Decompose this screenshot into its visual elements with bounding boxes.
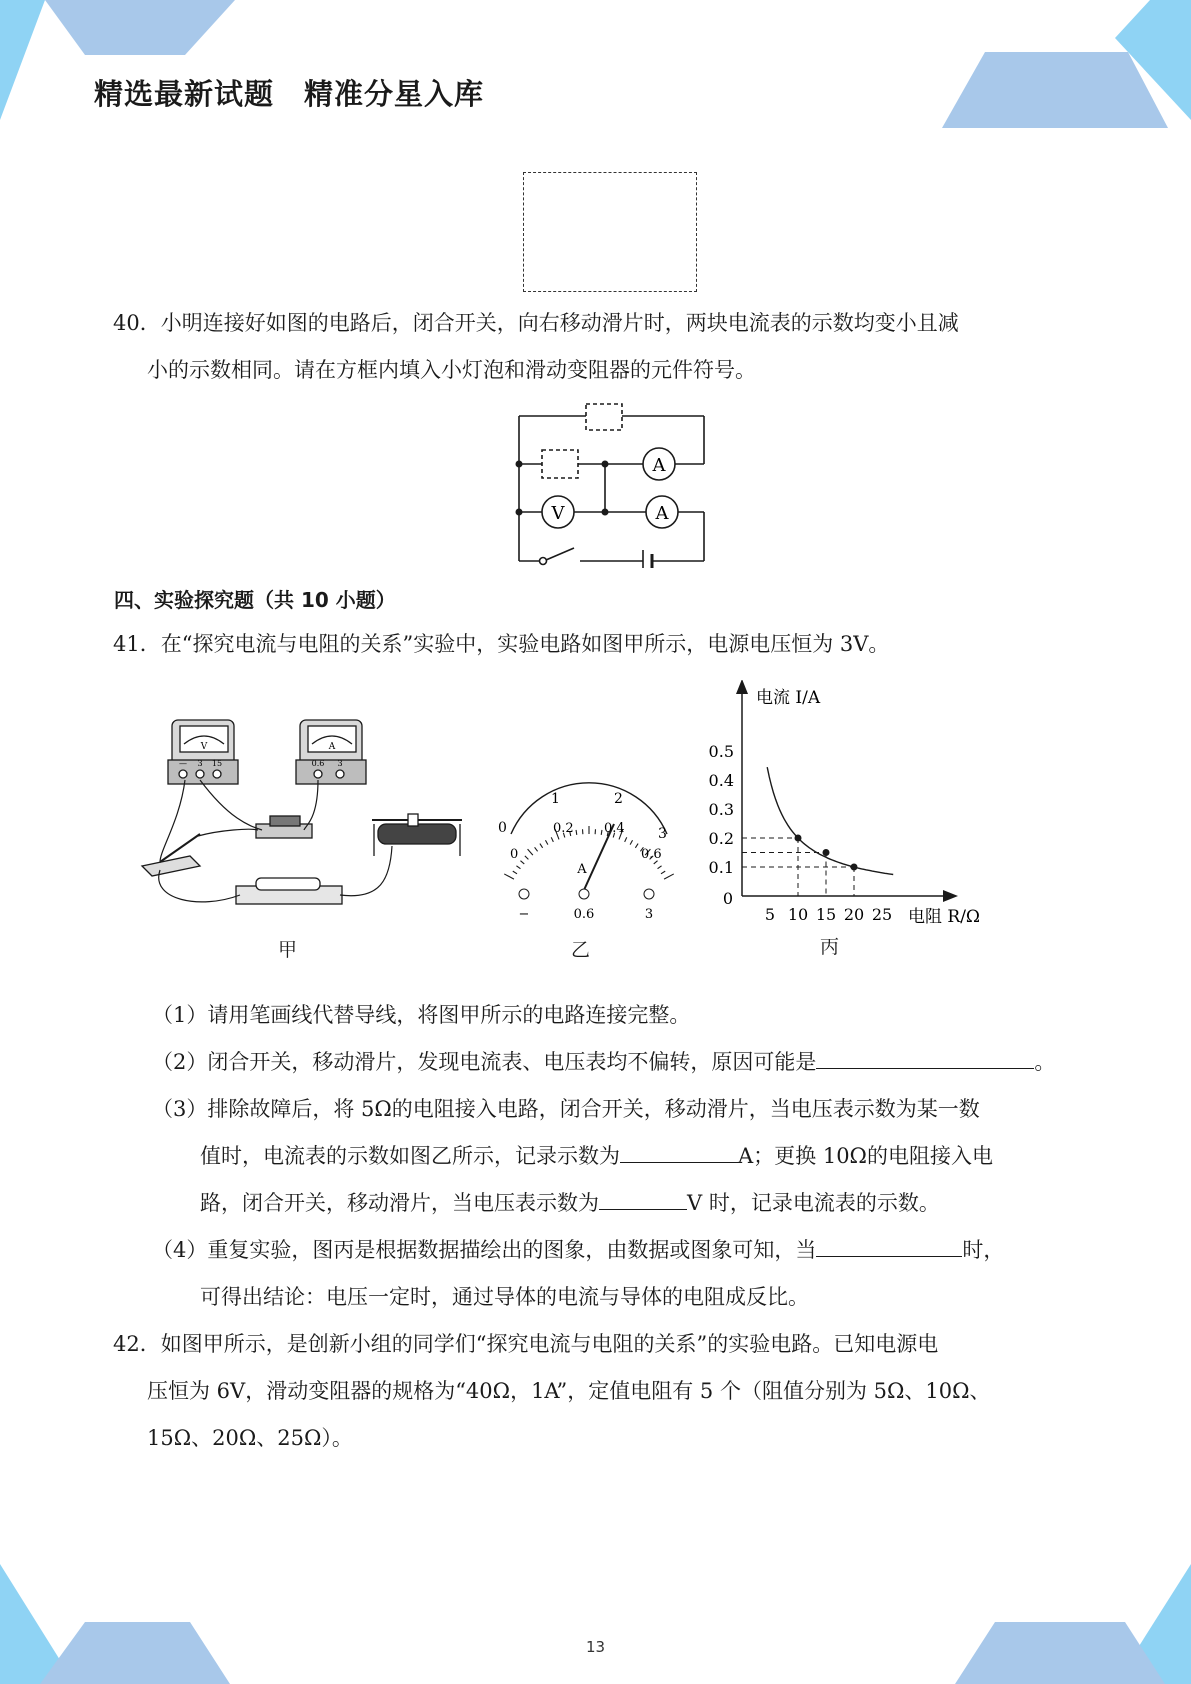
question-42-line2: 压恒为 6V，滑动变阻器的规格为“40Ω，1A”，定值电阻有 5 个（阻值分别为 5Ω、10Ω、 <box>147 1379 991 1403</box>
terminal-label: 0.6 <box>573 907 595 922</box>
ammeter-unit: A <box>328 742 336 752</box>
x-axis-label: 电阻 R/Ω <box>908 907 981 927</box>
dial-unit: A <box>577 862 587 877</box>
page-header-title: 精选最新试题 精准分星入库 <box>94 77 485 111</box>
terminal <box>213 770 221 778</box>
figure-bing-graph <box>700 680 1000 930</box>
question-41-intro: 41．在“探究电流与电阻的关系”实验中，实验电路如图甲所示，电源电压恒为 3V。 <box>113 632 890 656</box>
x-tick-label: 20 <box>843 905 865 924</box>
terminal <box>519 889 529 899</box>
dial-tick <box>661 871 665 874</box>
voltmeter-terminal-label: 15 <box>211 759 223 768</box>
dial-tick <box>540 844 543 848</box>
dial-tick <box>525 856 529 860</box>
switch-contact <box>540 558 547 565</box>
dial-top-label: 0 <box>498 820 507 836</box>
question-40-line2: 小的示数相同。请在方框内填入小灯泡和滑动变阻器的元件符号。 <box>147 358 756 382</box>
switch-lever <box>546 548 574 560</box>
y-tick-label: 0.4 <box>708 771 734 790</box>
data-point <box>823 849 830 856</box>
wire <box>200 780 262 830</box>
data-point <box>795 835 802 842</box>
dial-tick <box>576 830 577 835</box>
y-tick-label: 0.5 <box>708 742 734 761</box>
junction-dot <box>602 461 609 468</box>
dial-tick <box>630 840 632 844</box>
dial-bottom-label: 0.6 <box>641 847 662 862</box>
dial-tick <box>635 844 638 848</box>
battery-cell <box>256 878 320 890</box>
q41-sub3-text: A；更换 10Ω的电阻接入电 <box>738 1144 993 1168</box>
terminal <box>336 770 344 778</box>
resistor-body <box>270 816 300 826</box>
q41-sub1: （1）请用笔画线代替导线，将图甲所示的电路连接完整。 <box>152 1003 691 1027</box>
wire <box>304 780 318 830</box>
junction-dot <box>516 461 523 468</box>
q41-sub3-line1: （3）排除故障后，将 5Ω的电阻接入电路，闭合开关，移动滑片，当电压表示数为某一数 <box>152 1097 980 1121</box>
corner-shape <box>45 0 235 55</box>
y-axis-label: 电流 I/A <box>756 688 821 708</box>
dial-tick <box>551 837 553 842</box>
ammeter-terminal-label: 3 <box>337 759 343 768</box>
voltmeter-unit: V <box>200 742 208 752</box>
wire <box>160 780 185 862</box>
wire <box>159 870 240 902</box>
ammeter-label: A <box>655 503 669 524</box>
terminal <box>196 770 204 778</box>
x-tick-label: 25 <box>871 905 893 924</box>
dial-tick <box>516 866 520 869</box>
x-tick-label: 15 <box>815 905 837 924</box>
empty-component-box <box>542 450 578 478</box>
q41-sub3-text: 值时，电流表的示数如图乙所示，记录示数为 <box>200 1144 620 1168</box>
terminal <box>644 889 654 899</box>
answer-blank-sub3-voltage[interactable] <box>599 1189 687 1210</box>
corner-shape <box>942 52 1168 128</box>
answer-dashed-box <box>523 172 697 292</box>
dial-tick <box>658 866 662 869</box>
terminal <box>579 889 589 899</box>
junction-dot <box>516 509 523 516</box>
q41-sub2-text: （2）闭合开关，移动滑片，发现电流表、电压表均不偏转，原因可能是 <box>152 1050 817 1074</box>
section-heading: 四、实验探究题（共 10 小题） <box>114 588 396 612</box>
dial-tick <box>535 847 538 851</box>
dial-top-label: 3 <box>658 826 667 842</box>
answer-blank-sub2[interactable] <box>816 1048 1034 1069</box>
figure-yi-caption: 乙 <box>571 939 591 961</box>
ammeter-base <box>296 760 366 784</box>
rheostat-slider <box>408 814 418 826</box>
q41-sub3-line3 <box>200 1187 940 1217</box>
dial-tick <box>625 837 627 842</box>
voltmeter-terminal-label: 3 <box>197 759 203 768</box>
terminal-label: 3 <box>644 907 654 922</box>
figure-jia-caption: 甲 <box>278 939 298 961</box>
dial-tick <box>545 840 547 844</box>
data-point <box>851 864 858 871</box>
question-42-line3: 15Ω、20Ω、25Ω）。 <box>147 1426 353 1450</box>
dial-tick <box>513 871 517 874</box>
dial-tick <box>528 849 533 855</box>
dial-tick <box>664 874 674 879</box>
dial-tick <box>504 874 514 879</box>
x-tick-label: 5 <box>764 905 776 924</box>
data-curve <box>767 767 893 874</box>
dial-bottom-label: 0 <box>510 847 519 862</box>
y-tick-label: 0.2 <box>708 829 734 848</box>
dial-bottom-label: 0.4 <box>604 821 625 836</box>
empty-component-box <box>586 404 622 430</box>
x-tick-label: 0 <box>722 889 734 908</box>
q41-sub3-text: 路，闭合开关，移动滑片，当电压表示数为 <box>200 1191 599 1215</box>
rheostat-coil <box>378 824 456 844</box>
terminal <box>179 770 187 778</box>
question-40-line1: 40．小明连接好如图的电路后，闭合开关，向右移动滑片时，两块电流表的示数均变小且减 <box>113 311 959 335</box>
q40-circuit-diagram <box>510 398 715 568</box>
ammeter-terminal-label: 0.6 <box>311 759 325 768</box>
ammeter-label: A <box>652 455 666 476</box>
junction-dot <box>602 509 609 516</box>
corner-shape <box>0 0 45 120</box>
dial-top-label: 1 <box>551 791 560 807</box>
x-tick-label: 10 <box>787 905 809 924</box>
corner-decoration-top <box>0 0 1191 140</box>
y-tick-label: 0.3 <box>708 800 734 819</box>
q41-sub4-line2: 可得出结论：电压一定时，通过导体的电流与导体的电阻成反比。 <box>200 1285 809 1309</box>
figure-bing-caption: 丙 <box>820 936 840 958</box>
q41-sub3-text: V 时，记录电流表的示数。 <box>687 1191 940 1215</box>
dial-tick <box>520 861 524 864</box>
figure-jia-apparatus <box>138 708 468 916</box>
dial-tick <box>601 830 602 835</box>
q41-sub4-text: （4）重复实验，图丙是根据数据描绘出的图象，由数据或图象可知，当 <box>152 1238 817 1262</box>
dial-bottom-label: 0.2 <box>553 821 574 836</box>
voltmeter-terminal-label: — <box>179 759 187 768</box>
terminal-label: − <box>518 907 530 922</box>
switch-base <box>142 856 200 876</box>
q41-sub2 <box>152 1046 1055 1076</box>
dial-top-label: 2 <box>614 791 623 807</box>
question-40 <box>113 300 1088 394</box>
corner-decoration-bottom <box>0 1540 1191 1684</box>
voltmeter-label: V <box>551 503 565 524</box>
wire <box>340 846 392 896</box>
answer-blank-sub3-current[interactable] <box>620 1142 738 1163</box>
terminal <box>314 770 322 778</box>
answer-blank-sub4[interactable] <box>816 1236 962 1257</box>
y-tick-label: 0.1 <box>708 858 734 877</box>
q41-sub4-line1 <box>152 1234 1004 1264</box>
figure-yi-ammeter-dial <box>485 780 675 930</box>
q41-sub4-text: 时， <box>962 1238 1005 1262</box>
question-42-line1: 42．如图甲所示，是创新小组的同学们“探究电流与电阻的关系”的实验电路。已知电源电 <box>113 1332 939 1356</box>
q41-sub3-line2 <box>200 1140 993 1170</box>
wire <box>198 829 258 836</box>
page-number: 13 <box>585 1638 606 1656</box>
q41-sub2-end: 。 <box>1034 1050 1056 1074</box>
